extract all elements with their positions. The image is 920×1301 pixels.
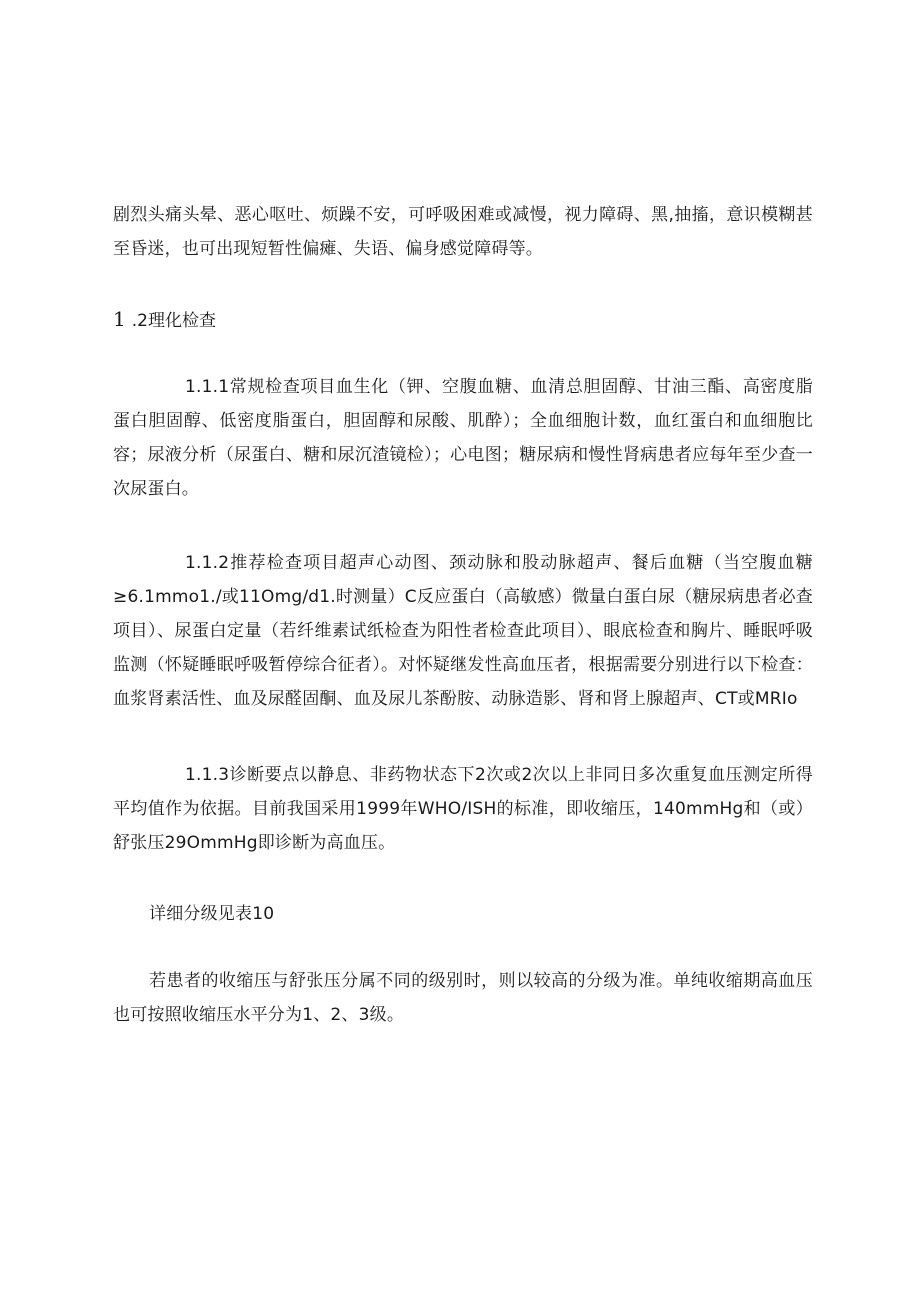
table-reference [113, 897, 813, 931]
section-1-1-2 [113, 546, 813, 716]
section-1-1-2-number: 1.1.2 [185, 553, 230, 573]
paragraph-symptoms-text: 剧烈头痛头晕、恶心呕吐、烦躁不安，可呼吸困难或减慢，视力障碍、黑,抽搐，意识模糊甚至昏迷，也可出现短暂性偏瘫、失语、偏身感觉障碍等。 [113, 205, 813, 259]
section-heading [113, 302, 216, 338]
paragraph-grading-rule-text: 若患者的收缩压与舒张压分属不同的级别时，则以较高的分级为准。单纯收缩期高血压也可按照收缩压水平分为1、2、3级。 [113, 971, 813, 1025]
section-1-1-3-number: 1.1.3 [185, 765, 230, 785]
paragraph-symptoms [113, 198, 813, 266]
section-1-1-1-number: 1.1.1 [185, 377, 230, 397]
section-1-1-3-text: 诊断要点以静息、非药物状态下2次或2次以上非同日多次重复血压测定所得平均值作为依据。目前我国采用1999年WHO/ISH的标准，即收缩压，140mmHg和（或）舒张压29OmmHg即诊断为高血压。 [113, 765, 813, 853]
section-heading-title: .2理化检查 [131, 311, 216, 331]
section-1-1-1-text: 常规检查项目血生化（钾、空腹血糖、血清总胆固醇、甘油三酯、高密度脂蛋白胆固醇、低密度脂蛋白，胆固醇和尿酸、肌酔）；全血细胞计数，血红蛋白和血细胞比容；尿液分析（尿蛋白、糖和尿沉渣镜检）；心电图；糖尿病和慢性肾病患者应每年至少查一次尿蛋白。 [113, 377, 813, 499]
section-1-1-2-text: 推荐检查项目超声心动图、颈动脉和股动脉超声、餐后血糖（当空腹血糖≥6.1mmo1./或11Omg∕d1.时测量）C反应蛋白（高敏感）微量白蛋白尿（糖尿病患者必查项目）、尿蛋白定量（若纤维素试纸检查为阳性者检查此项目）、眼底检查和胸片、睡眠呼吸监测（怀疑睡眠呼吸暂停综合征者）。对怀疑继发性高血压者，根据需要分别进行以下检查：血浆肾素活性、血及尿醛固酮、血及尿儿茶酚胺、动脉造影、肾和肾上腺超声、CT或MRIo [113, 553, 813, 709]
section-heading-number: 1 [113, 307, 126, 331]
paragraph-grading-rule [113, 964, 813, 1032]
section-1-1-1 [113, 370, 813, 506]
table-reference-text: 详细分级见表10 [149, 904, 275, 924]
section-1-1-3 [113, 758, 813, 860]
